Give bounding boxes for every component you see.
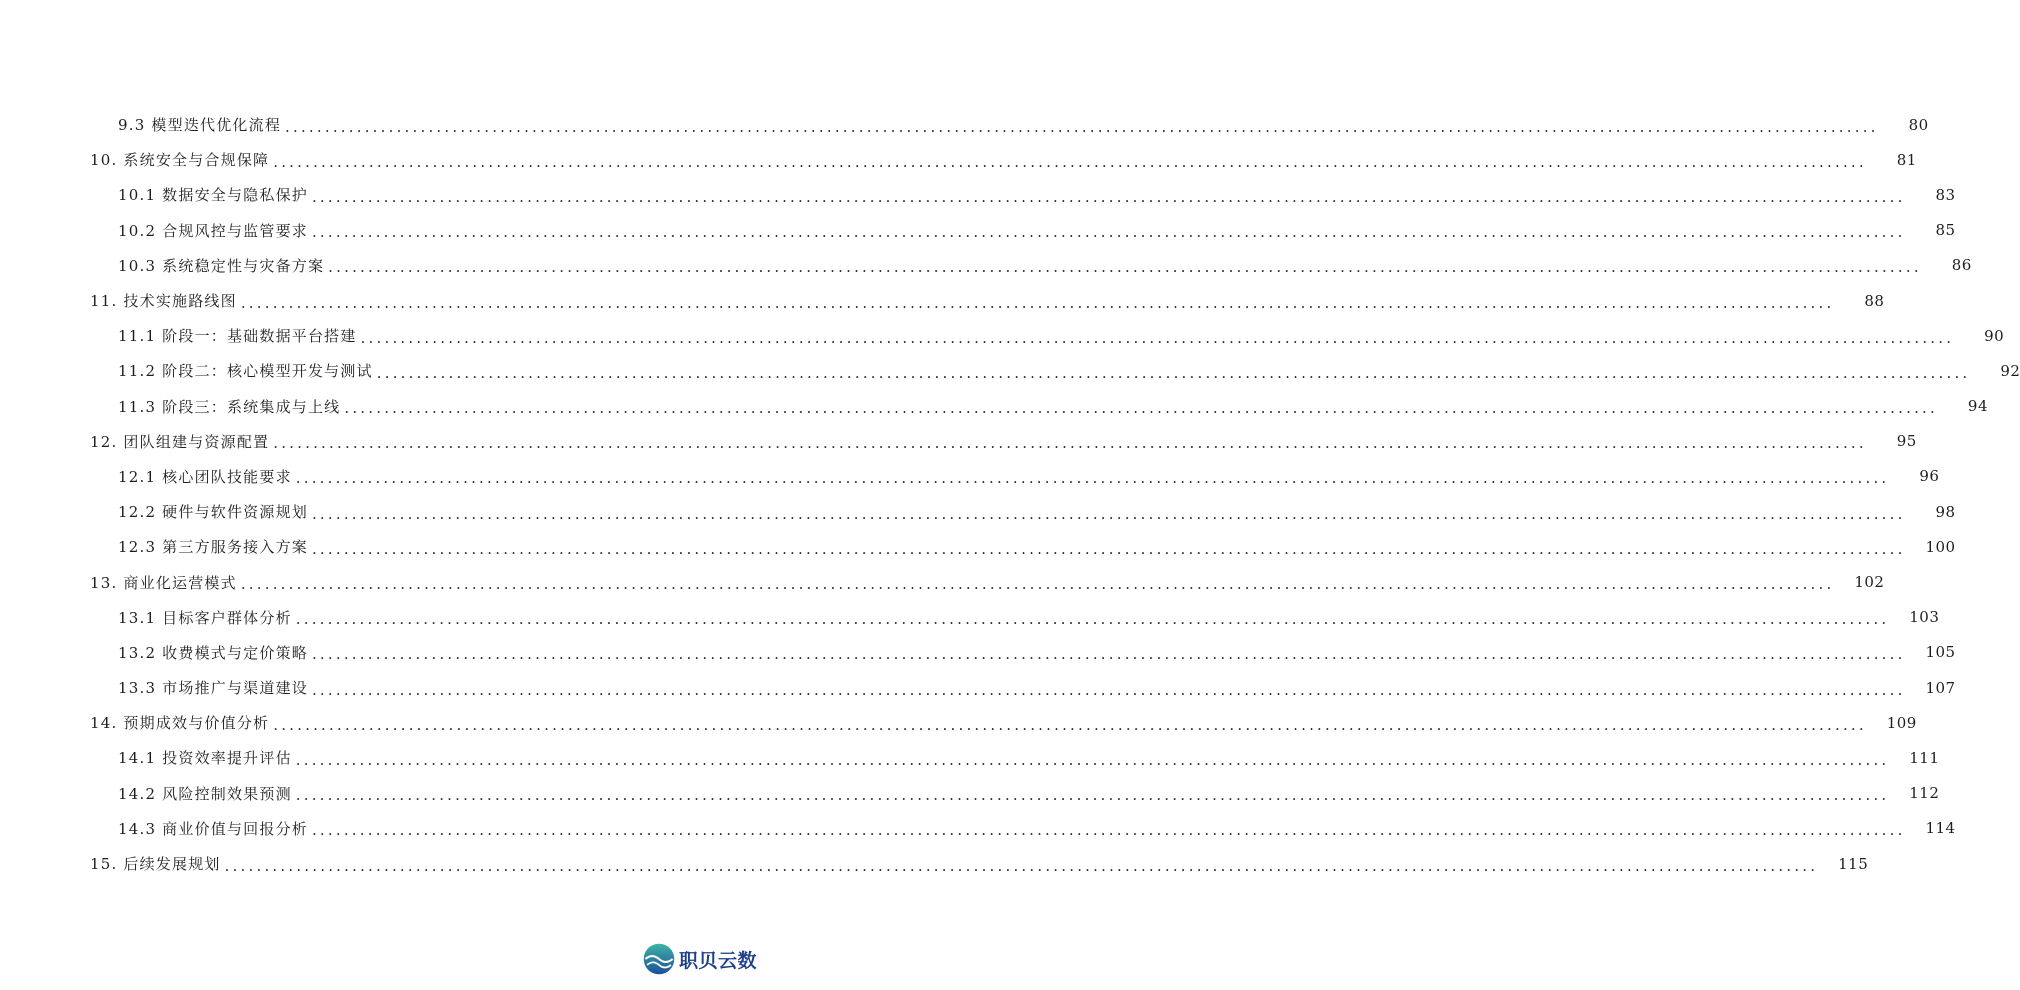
toc-section-row	[0, 318, 2005, 353]
toc-chapter-row	[0, 846, 1869, 881]
toc-dot-leader: ........................................................................................................................................................................................................	[311, 821, 1906, 840]
toc-page-number: 81	[1896, 150, 1917, 169]
toc-section-row	[0, 248, 1972, 283]
toc-dot-leader: ........................................................................................................................................................................................................	[273, 715, 1867, 734]
toc-page-number: 88	[1864, 291, 1885, 310]
toc-entry-label: 12.3 第三方服务接入方案	[118, 538, 308, 557]
toc-section-row	[0, 213, 1956, 248]
toc-page-number: 103	[1909, 608, 1940, 627]
toc-section-row	[0, 389, 1988, 424]
toc-chapter-row	[0, 705, 1917, 740]
toc-entry-label: 14.1 投资效率提升评估	[118, 749, 292, 768]
toc-dot-leader: ........................................................................................................................................................................................................	[376, 363, 1971, 382]
toc-page-number: 86	[1951, 256, 1972, 275]
toc-page-number: 98	[1935, 502, 1956, 521]
toc-page-number: 83	[1935, 185, 1956, 204]
toc-dot-leader: ........................................................................................................................................................................................................	[273, 434, 1867, 453]
toc-entry-label: 15. 后续发展规划	[90, 855, 221, 874]
toc-dot-leader: ........................................................................................................................................................................................................	[273, 152, 1867, 171]
toc-dot-leader: ........................................................................................................................................................................................................	[344, 399, 1938, 418]
toc-dot-leader: ........................................................................................................................................................................................................	[311, 223, 1906, 242]
toc-page-number: 100	[1925, 537, 1956, 556]
toc-page-number: 102	[1854, 573, 1885, 592]
toc-page-number: 114	[1925, 819, 1956, 838]
toc-entry-label: 10.2 合规风控与监管要求	[118, 221, 308, 240]
toc-entry-label: 11.3 阶段三：系统集成与上线	[118, 397, 341, 416]
toc-section-row	[0, 670, 1956, 705]
toc-section-row	[0, 177, 1956, 212]
toc-entry-label: 14. 预期成效与价值分析	[90, 714, 270, 733]
toc-entry-label: 13.3 市场推广与渠道建设	[118, 679, 308, 698]
toc-entry-label: 10.3 系统稳定性与灾备方案	[118, 256, 325, 275]
toc-page-number: 96	[1919, 467, 1940, 486]
toc-dot-leader: ........................................................................................................................................................................................................	[311, 645, 1906, 664]
toc-dot-leader: ........................................................................................................................................................................................................	[295, 786, 1890, 805]
watermark-logo	[642, 942, 757, 976]
toc-dot-leader: ........................................................................................................................................................................................................	[285, 117, 1879, 136]
toc-dot-leader: ........................................................................................................................................................................................................	[360, 328, 1955, 347]
toc-entry-label: 14.2 风险控制效果预测	[118, 784, 292, 803]
toc-section-row	[0, 811, 1956, 846]
toc-section-row	[0, 353, 2020, 388]
toc-page-number: 107	[1925, 678, 1956, 697]
toc-entry-label: 14.3 商业价值与回报分析	[118, 819, 308, 838]
toc-dot-leader: ........................................................................................................................................................................................................	[311, 187, 1906, 206]
toc-chapter-row	[0, 142, 1917, 177]
toc-entry-label: 11. 技术实施路线图	[90, 292, 237, 311]
toc-dot-leader: ........................................................................................................................................................................................................	[295, 469, 1890, 488]
toc-entry-label: 9.3 模型迭代优化流程	[118, 116, 282, 135]
toc-dot-leader: ........................................................................................................................................................................................................	[240, 575, 1835, 594]
toc-entry-label: 13.2 收费模式与定价策略	[118, 643, 308, 662]
toc-entry-label: 11.1 阶段一：基础数据平台搭建	[118, 327, 357, 346]
toc-page-number: 90	[1984, 326, 2005, 345]
toc-section-row	[0, 600, 1940, 635]
toc-chapter-row	[0, 283, 1885, 318]
toc-page-number: 95	[1896, 432, 1917, 451]
toc-page-number: 105	[1925, 643, 1956, 662]
toc-section-row	[0, 529, 1956, 564]
toc-page-number: 115	[1838, 854, 1869, 873]
toc-dot-leader: ........................................................................................................................................................................................................	[311, 539, 1906, 558]
toc-chapter-row	[0, 564, 1885, 599]
toc-dot-leader: ........................................................................................................................................................................................................	[311, 504, 1906, 523]
toc-dot-leader: ........................................................................................................................................................................................................	[224, 856, 1819, 875]
toc-dot-leader: ........................................................................................................................................................................................................	[295, 610, 1890, 629]
globe-wave-logo-icon	[642, 942, 676, 976]
toc-dot-leader: ........................................................................................................................................................................................................	[311, 680, 1906, 699]
toc-page-number: 92	[2000, 361, 2020, 380]
toc-dot-leader: ........................................................................................................................................................................................................	[240, 293, 1835, 312]
toc-dot-leader: ........................................................................................................................................................................................................	[295, 750, 1890, 769]
toc-entry-label: 13.1 目标客户群体分析	[118, 608, 292, 627]
toc-section-row	[0, 776, 1940, 811]
toc-section-row	[0, 459, 1940, 494]
toc-page-number: 111	[1909, 748, 1940, 767]
toc-page-number: 94	[1967, 397, 1988, 416]
toc-entry-label: 10.1 数据安全与隐私保护	[118, 186, 308, 205]
toc-page-number: 85	[1935, 221, 1956, 240]
toc-entry-label: 11.2 阶段二：核心模型开发与测试	[118, 362, 373, 381]
toc-entry-label: 12. 团队组建与资源配置	[90, 432, 270, 451]
toc-entry-label: 12.2 硬件与软件资源规划	[118, 503, 308, 522]
toc-entry-label: 12.1 核心团队技能要求	[118, 467, 292, 486]
toc-page-number: 80	[1908, 115, 1929, 134]
toc-dot-leader: ........................................................................................................................................................................................................	[328, 258, 1922, 277]
toc-section-row	[0, 107, 1929, 142]
toc-section-row	[0, 494, 1956, 529]
toc-entry-label: 10. 系统安全与合规保障	[90, 151, 270, 170]
watermark-text: 职贝云数	[678, 949, 757, 972]
toc-page-number: 112	[1909, 784, 1940, 803]
table-of-contents	[0, 107, 2020, 881]
toc-entry-label: 13. 商业化运营模式	[90, 573, 237, 592]
toc-chapter-row	[0, 424, 1917, 459]
toc-page-number: 109	[1886, 713, 1917, 732]
toc-section-row	[0, 740, 1940, 775]
toc-section-row	[0, 635, 1956, 670]
